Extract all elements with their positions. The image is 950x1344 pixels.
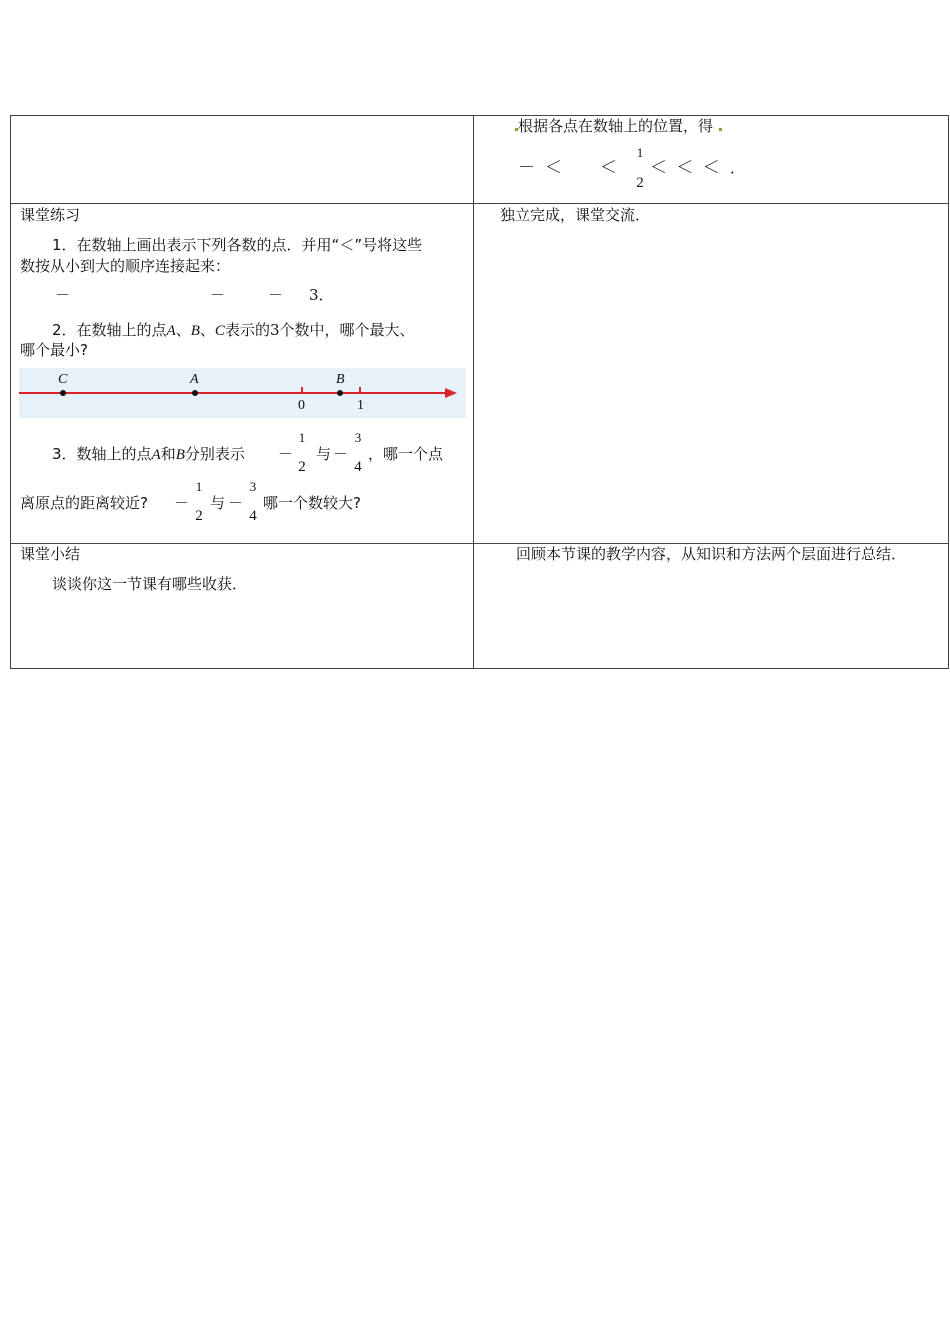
q3-yu: 与 [316,445,332,463]
minus-sign: － [174,494,190,512]
q3-line2-tail: 哪一个数较大? [263,494,361,512]
q1-minus: － [55,286,71,304]
column-divider [473,115,474,669]
fraction-denominator: 2 [298,459,306,475]
point-b-name: B [336,372,345,387]
ineq-minus: － [518,158,535,178]
tick-zero [301,387,303,394]
q2-text: 表示的 [224,321,270,339]
q3-text: 和 [160,445,176,463]
arrow-head-icon [445,388,457,398]
point-b-label: B [175,447,185,463]
fraction-denominator: 4 [354,459,362,475]
ineq-lt: ＜ [600,158,617,178]
summary-title: 课堂小结 [20,545,81,563]
row1-right-text: 根据各点在数轴上的位置，得 [518,117,714,135]
q3-yu: 与 [210,494,226,512]
q2-sep: 、 [175,321,191,339]
fraction-numerator: 3 [354,430,362,445]
point-c-name: C [58,372,68,387]
q3-line1 [52,444,245,465]
q3-text: 分别表示 [184,445,245,463]
fraction-denominator: 4 [249,508,257,524]
row3-right-text: 回顾本节课的教学内容，从知识和方法两个层面进行总结． [516,545,907,563]
q2-line2: 哪个最小? [20,341,88,359]
fraction-numerator: 3 [249,479,257,494]
point-b-dot [337,390,343,396]
q3-tail: ，哪一个点 [368,445,444,463]
fraction-denominator: 2 [195,508,203,524]
q1-three: 3． [309,286,334,304]
row2-right-text: 独立完成，课堂交流． [500,206,651,224]
point-a-label: A [166,323,176,339]
q1-line2: 数按从小到大的顺序连接起来： [20,257,231,275]
row-divider-1 [10,203,949,204]
q2-text: 2．在数轴上的点 [52,321,167,339]
marker-dot [719,128,722,131]
minus-sign: － [278,445,294,463]
q1-line1: 1．在数轴上画出表示下列各数的点．并用“＜”号将这些 [52,236,423,254]
point-b-label: B [190,323,200,339]
summary-text: 谈谈你这一节课有哪些收获． [52,575,248,593]
point-a-dot [192,390,198,396]
fraction-numerator: 1 [195,479,203,494]
point-a-name: A [190,372,199,387]
q1-minus: － [210,286,226,304]
table-border-right [948,115,949,669]
fraction-numerator: 1 [636,145,644,160]
point-a-label: A [151,447,161,463]
point-c-dot [60,390,66,396]
q2-number: 3 [269,321,280,339]
ineq-lt: ＜ [545,158,562,178]
q2-text: 个数中，哪个最大、 [279,321,415,339]
fraction-denominator: 2 [636,175,644,191]
number-line-axis [19,368,466,418]
q2-line1 [52,320,415,341]
ineq-end: ． [730,159,746,177]
table-border-left [10,115,11,669]
ineq-lt-chain: ＜ ＜ ＜ [650,158,722,178]
q3-line2-prefix: 离原点的距离较近? [20,494,148,512]
q2-sep: 、 [199,321,215,339]
fraction-numerator: 1 [298,430,306,445]
tick-one [359,387,361,394]
number-line-figure [19,368,466,418]
q1-minus: － [268,286,284,304]
minus-sign: － [333,445,349,463]
q3-text: 3．数轴上的点 [52,445,152,463]
tick-label-zero: 0 [298,398,305,413]
point-c-label: C [214,323,225,339]
table-border-bottom [10,668,949,669]
practice-title: 课堂练习 [20,206,81,224]
table-border-top [10,115,949,116]
minus-sign: － [228,494,244,512]
tick-label-one: 1 [357,398,364,413]
